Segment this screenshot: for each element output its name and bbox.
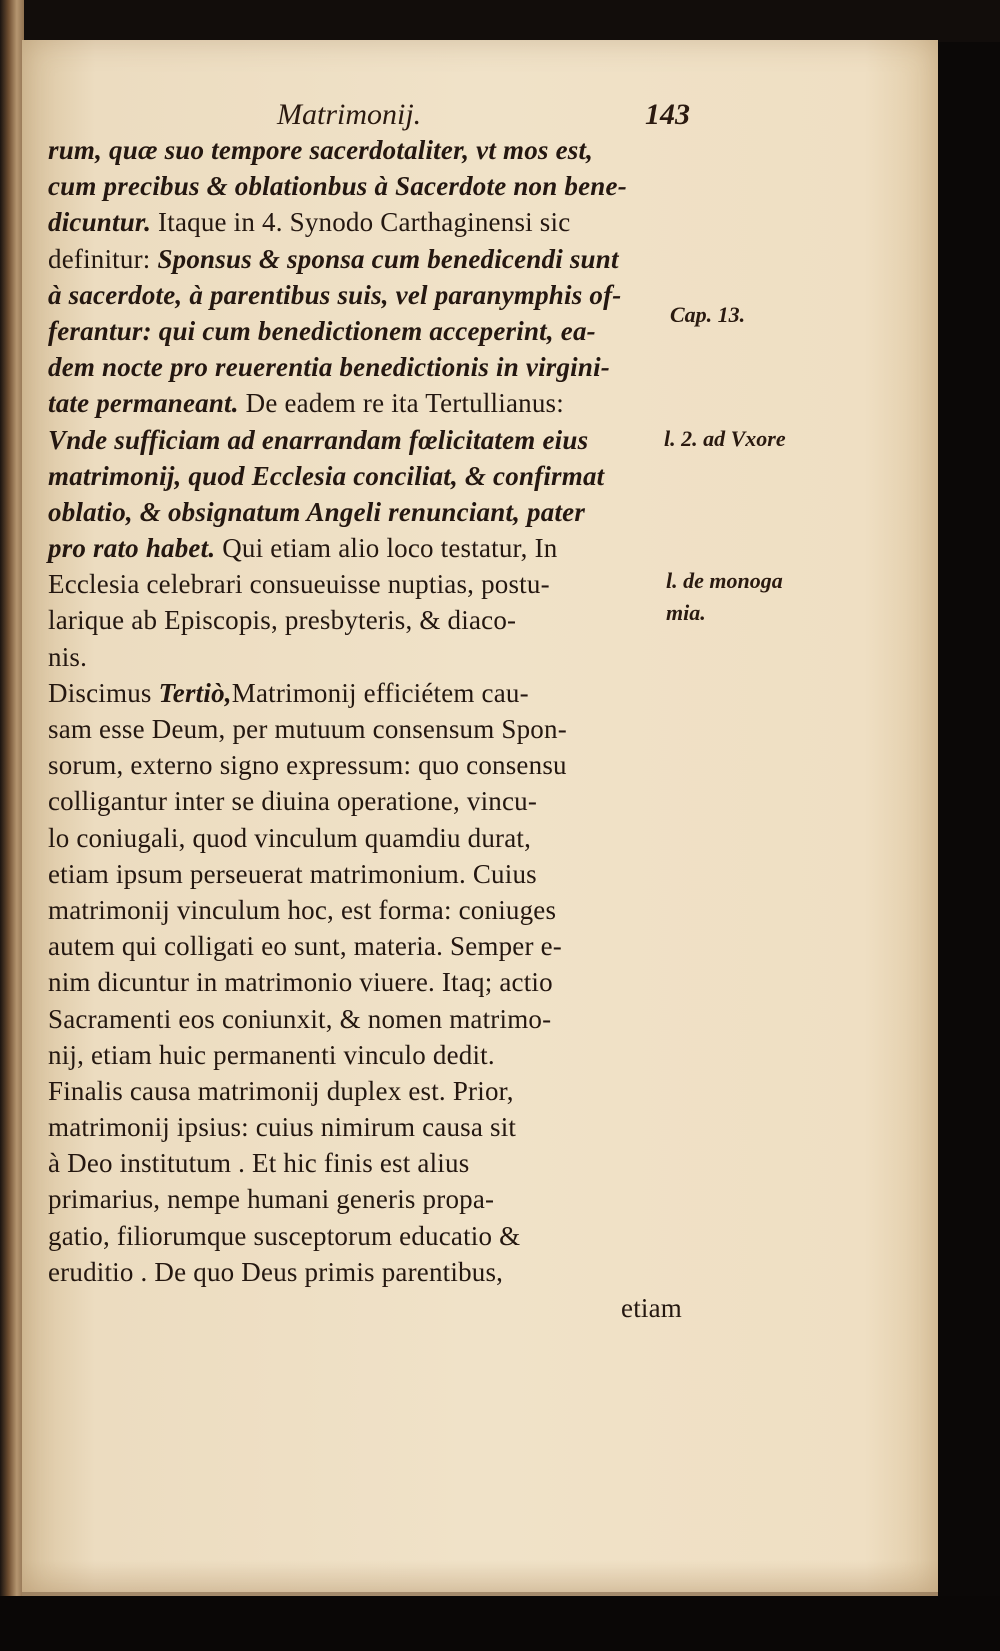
roman-text-segment: Qui etiam alio loco testatur, In xyxy=(215,533,558,564)
scan-bottom-border xyxy=(0,1596,1000,1651)
roman-text-segment: definitur: xyxy=(48,243,158,274)
roman-text-segment: matrimonij vinculum hoc, est forma: coniuges xyxy=(48,894,557,925)
roman-text-segment: Ecclesia celebrari consueuisse nuptias, postu- xyxy=(48,569,550,600)
roman-text-segment: Discimus xyxy=(48,677,159,708)
roman-text-segment: à Deo institutum . Et hic finis est alius xyxy=(48,1148,470,1179)
roman-text-segment: Itaque in 4. Synodo Carthaginensi sic xyxy=(151,207,571,238)
text-line xyxy=(48,458,748,494)
marginal-note-cap: Cap. 13. xyxy=(670,302,746,327)
roman-text-segment: De eadem re ita Tertullianus: xyxy=(238,388,564,419)
italic-text-segment: dem nocte pro reuerentia benedictionis in virgini- xyxy=(48,352,610,383)
marginal-note-monogamia-cont: mia. xyxy=(666,600,706,625)
text-line xyxy=(48,747,748,783)
text-line xyxy=(48,168,748,204)
scan-top-border xyxy=(0,0,1000,42)
text-line xyxy=(48,313,748,349)
text-line xyxy=(48,820,748,856)
text-line xyxy=(48,639,748,675)
text-line xyxy=(48,856,748,892)
italic-text-segment: Vnde sufficiam ad enarrandam fœlicitatem eius xyxy=(48,424,589,455)
marginal-note-tertullian: l. 2. ad Vxore xyxy=(664,426,786,451)
page-number: 143 xyxy=(645,98,690,131)
text-line xyxy=(48,241,748,277)
roman-text-segment: eruditio . De quo Deus primis parentibus, xyxy=(48,1256,504,1287)
roman-text-segment: etiam ipsum perseuerat matrimonium. Cuius xyxy=(48,858,537,889)
text-line xyxy=(48,1145,748,1181)
text-line xyxy=(48,1037,748,1073)
marginal-note-monogamia: l. de monoga xyxy=(666,568,783,593)
roman-text-segment: nij, etiam huic permanenti vinculo dedit. xyxy=(48,1039,495,1070)
roman-text-segment: primarius, nempe humani generis propa- xyxy=(48,1184,495,1215)
roman-text-segment: matrimonij ipsius: cuius nimirum causa sit xyxy=(48,1112,517,1143)
italic-text-segment: matrimonij, quod Ecclesia conciliat, & confirmat xyxy=(48,460,605,491)
text-line xyxy=(48,494,748,530)
book-spine xyxy=(0,0,24,1651)
text-line xyxy=(48,422,748,458)
italic-text-segment: ferantur: qui cum benedictionem acceperint, ea- xyxy=(48,315,596,346)
italic-text-segment: à sacerdote, à parentibus suis, vel paranymphis of- xyxy=(48,279,622,310)
text-line xyxy=(48,1109,748,1145)
text-line xyxy=(48,349,748,385)
italic-text-segment: pro rato habet. xyxy=(48,533,216,564)
italic-text-segment: tate permaneant. xyxy=(48,388,239,419)
text-line xyxy=(48,1218,748,1254)
text-line xyxy=(48,928,748,964)
roman-text-segment: gatio, filiorumque susceptorum educatio & xyxy=(48,1220,521,1251)
roman-text-segment: sorum, externo signo expressum: quo consensu xyxy=(48,750,567,781)
text-line xyxy=(48,277,748,313)
roman-text-segment: autem qui colligati eo sunt, materia. Semper e- xyxy=(48,931,562,962)
text-line xyxy=(48,1001,748,1037)
text-line xyxy=(48,204,748,240)
roman-text-segment: sam esse Deum, per mutuum consensum Spon- xyxy=(48,714,567,744)
text-line xyxy=(48,675,748,711)
catchword: etiam xyxy=(621,1293,682,1323)
text-line xyxy=(48,892,748,928)
roman-text-segment: Sacramenti eos coniunxit, & nomen matrimo- xyxy=(48,1003,552,1034)
roman-text-segment: colligantur inter se diuina operatione, vincu- xyxy=(48,786,538,817)
text-line xyxy=(48,711,748,747)
roman-text-segment: lo coniugali, quod vinculum quamdiu durat, xyxy=(48,822,532,853)
italic-text-segment: Sponsus & sponsa cum benedicendi sunt xyxy=(157,243,619,274)
body-text xyxy=(48,132,748,1326)
roman-text-segment: larique ab Episcopis, presbyteris, & diaco- xyxy=(48,605,517,636)
italic-text-segment: rum, quæ suo tempore sacerdotaliter, vt mos est, xyxy=(48,135,594,165)
roman-text-segment: Matrimonij efficiétem cau- xyxy=(231,677,529,708)
running-title: Matrimonij. xyxy=(277,98,422,131)
text-line xyxy=(48,566,748,602)
italic-text-segment: dicuntur. xyxy=(48,207,152,238)
book-page xyxy=(22,40,938,1600)
italic-text-segment: oblatio, & obsignatum Angeli renunciant, pater xyxy=(48,496,586,527)
text-line xyxy=(48,1073,748,1109)
italic-text-segment: Tertiò, xyxy=(158,677,232,708)
text-line xyxy=(48,964,748,1000)
roman-text-segment: nis. xyxy=(48,641,88,672)
roman-text-segment: nim dicuntur in matrimonio viuere. Itaq; actio xyxy=(48,967,553,998)
roman-text-segment: Finalis causa matrimonij duplex est. Prior, xyxy=(48,1075,514,1106)
text-line xyxy=(48,1254,748,1290)
text-line xyxy=(48,132,748,168)
page-shadow xyxy=(22,1560,938,1600)
text-line xyxy=(48,783,748,819)
text-line xyxy=(48,530,748,566)
text-line xyxy=(48,1181,748,1217)
text-line xyxy=(48,385,748,421)
italic-text-segment: cum precibus & oblationbus à Sacerdote non bene- xyxy=(48,171,627,202)
text-line xyxy=(48,602,748,638)
